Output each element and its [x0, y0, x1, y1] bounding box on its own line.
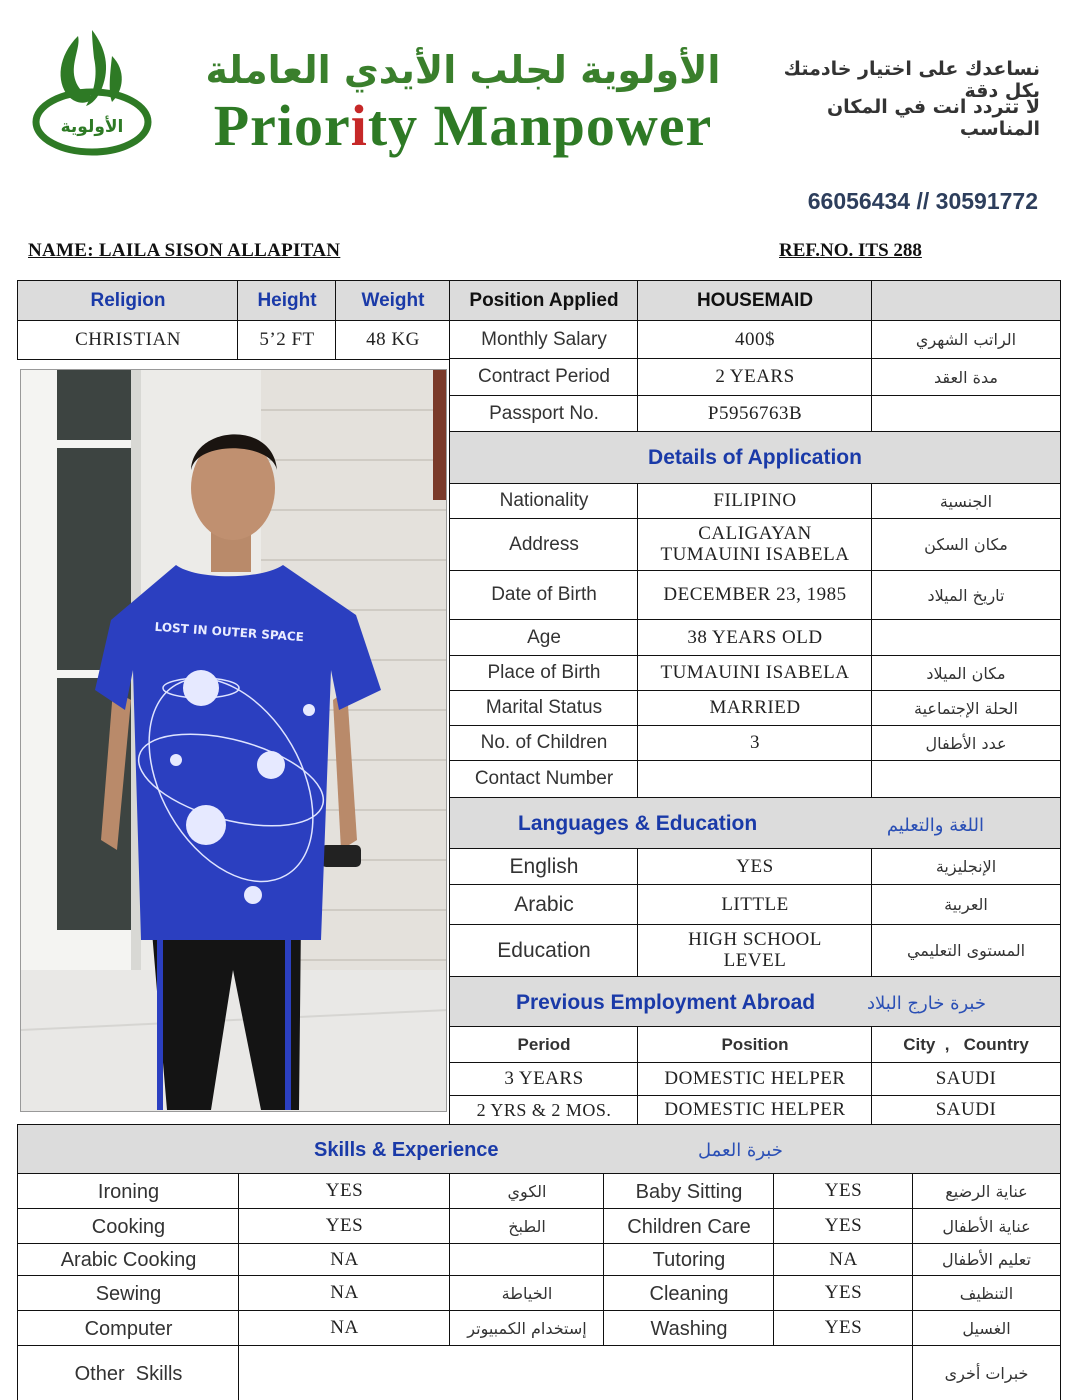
reference-number: REF.NO. ITS 288	[779, 240, 922, 261]
skill-ironing-label: Ironing	[17, 1173, 240, 1210]
employment-section-header	[449, 976, 1061, 1028]
dob-label: Date of Birth	[449, 570, 639, 621]
skill-cleaning-label: Cleaning	[603, 1275, 775, 1312]
company-name-part1: Prior	[213, 93, 351, 158]
english-value: YES	[637, 848, 873, 886]
employment-section-title-arabic: خبرة خارج البلاد	[867, 993, 986, 1014]
skills-section-title: Skills & Experience	[314, 1139, 499, 1161]
details-section-title: Details of Application	[449, 431, 1061, 485]
languages-section-title-arabic: اللغة والتعليم	[886, 815, 984, 836]
position-applied-blank	[871, 280, 1061, 322]
skill-cooking-arabic: الطبخ	[449, 1208, 605, 1245]
contract-period-arabic: مدة العقد	[871, 358, 1061, 397]
skill-tutoring-arabic: تعليم الأطفال	[912, 1243, 1061, 1277]
other-skills-arabic: خبرات أخرى	[912, 1345, 1061, 1400]
contact-number-arabic	[871, 760, 1061, 799]
contact-number-label: Contact Number	[449, 760, 639, 799]
languages-section-title: Languages & Education	[518, 812, 758, 835]
height-value: 5’2 FT	[237, 320, 337, 360]
employment-row-2-position: DOMESTIC HELPER	[637, 1095, 873, 1126]
employment-row-2-period: 2 YRS & 2 MOS.	[449, 1095, 639, 1126]
english-arabic: الإنجليزية	[871, 848, 1061, 886]
english-label: English	[449, 848, 639, 886]
marital-status-label: Marital Status	[449, 690, 639, 727]
employment-row-1-country: SAUDI	[871, 1062, 1061, 1097]
contract-period-label: Contract Period	[449, 358, 639, 397]
skill-cleaning-value: YES	[773, 1275, 914, 1312]
company-name-arabic: الأولوية لجلب الأيدي العاملة	[205, 48, 721, 92]
weight-header: Weight	[335, 280, 451, 322]
employment-row-1-period: 3 YEARS	[449, 1062, 639, 1097]
skill-computer-value: NA	[238, 1310, 451, 1347]
applicant-name: NAME: LAILA SISON ALLAPITAN	[28, 240, 341, 261]
education-value: HIGH SCHOOL LEVEL	[637, 924, 873, 978]
skills-section-title-arabic: خبرة العمل	[698, 1140, 783, 1161]
skill-arabic-cooking-arabic	[449, 1243, 605, 1277]
skill-ironing-arabic: الكوي	[449, 1173, 605, 1210]
company-name-part2: ty Manpower	[367, 93, 713, 158]
birthplace-value: TUMAUINI ISABELA	[637, 655, 873, 692]
age-arabic	[871, 619, 1061, 657]
skill-washing-arabic: الغسيل	[912, 1310, 1061, 1347]
skill-sewing-value: NA	[238, 1275, 451, 1312]
skill-computer-label: Computer	[17, 1310, 240, 1347]
passport-arabic	[871, 395, 1061, 433]
height-header: Height	[237, 280, 337, 322]
address-value: CALIGAYAN TUMAUINI ISABELA	[637, 518, 873, 572]
skill-sewing-arabic: الخياطة	[449, 1275, 605, 1312]
address-arabic: مكان السكن	[871, 518, 1061, 572]
address-label: Address	[449, 518, 639, 572]
skill-washing-value: YES	[773, 1310, 914, 1347]
languages-section-header	[449, 797, 1061, 850]
skill-baby-sitting-value: YES	[773, 1173, 914, 1210]
nationality-arabic: الجنسية	[871, 483, 1061, 520]
children-value: 3	[637, 725, 873, 762]
arabic-language-arabic: العربية	[871, 884, 1061, 926]
employment-col-country: City , Country	[871, 1026, 1061, 1064]
children-label: No. of Children	[449, 725, 639, 762]
passport-label: Passport No.	[449, 395, 639, 433]
skill-baby-sitting-arabic: عناية الرضيع	[912, 1173, 1061, 1210]
skill-cooking-label: Cooking	[17, 1208, 240, 1245]
skill-tutoring-label: Tutoring	[603, 1243, 775, 1277]
marital-status-arabic: الحلة الإجتماعية	[871, 690, 1061, 727]
employment-col-period: Period	[449, 1026, 639, 1064]
children-arabic: عدد الأطفال	[871, 725, 1061, 762]
birthplace-label: Place of Birth	[449, 655, 639, 692]
age-value: 38 YEARS OLD	[637, 619, 873, 657]
passport-value: P5956763B	[637, 395, 873, 433]
marital-status-value: MARRIED	[637, 690, 873, 727]
skill-children-care-arabic: عناية الأطفال	[912, 1208, 1061, 1245]
age-label: Age	[449, 619, 639, 657]
company-name-english	[178, 92, 748, 159]
skill-children-care-value: YES	[773, 1208, 914, 1245]
applicant-photo	[20, 369, 447, 1112]
skill-sewing-label: Sewing	[17, 1275, 240, 1312]
religion-value: CHRISTIAN	[17, 320, 239, 360]
skill-children-care-label: Children Care	[603, 1208, 775, 1245]
monthly-salary-label: Monthly Salary	[449, 320, 639, 360]
phone-numbers: 66056434 // 30591772	[807, 188, 1038, 214]
employment-section-title: Previous Employment Abroad	[516, 991, 816, 1014]
skill-washing-label: Washing	[603, 1310, 775, 1347]
skill-ironing-value: YES	[238, 1173, 451, 1210]
arabic-label: Arabic	[449, 884, 639, 926]
birthplace-arabic: مكان الميلاد	[871, 655, 1061, 692]
skill-computer-arabic: إستخدام الكمبيوتر	[449, 1310, 605, 1347]
slogan-line-2: لا تتردد انت في المكان المناسب	[826, 96, 1040, 140]
position-applied-header: Position Applied	[449, 280, 639, 322]
slogan-line-1: نساعدك على اختيار خادمتك بكل دقة	[783, 58, 1040, 102]
monthly-salary-arabic: الراتب الشهري	[871, 320, 1061, 360]
dob-arabic: تاريخ الميلاد	[871, 570, 1061, 621]
arabic-value: LITTLE	[637, 884, 873, 926]
skill-arabic-cooking-value: NA	[238, 1243, 451, 1277]
monthly-salary-value: 400$	[637, 320, 873, 360]
contract-period-value: 2 YEARS	[637, 358, 873, 397]
religion-header: Religion	[17, 280, 239, 322]
other-skills-label: Other Skills	[17, 1345, 240, 1400]
employment-col-position: Position	[637, 1026, 873, 1064]
skill-tutoring-value: NA	[773, 1243, 914, 1277]
dob-value: DECEMBER 23, 1985	[637, 570, 873, 621]
skills-section-header	[17, 1124, 1061, 1175]
skill-arabic-cooking-label: Arabic Cooking	[17, 1243, 240, 1277]
position-applied-value: HOUSEMAID	[637, 280, 873, 322]
other-skills-value	[238, 1345, 914, 1400]
education-arabic: المستوى التعليمي	[871, 924, 1061, 978]
employment-row-1-position: DOMESTIC HELPER	[637, 1062, 873, 1097]
skill-cooking-value: YES	[238, 1208, 451, 1245]
company-emblem	[28, 26, 156, 158]
company-name-i: i	[350, 93, 368, 158]
employment-row-2-country: SAUDI	[871, 1095, 1061, 1126]
education-label: Education	[449, 924, 639, 978]
nationality-label: Nationality	[449, 483, 639, 520]
shirt-print-text: LOST IN OUTER SPACE	[154, 619, 305, 645]
emblem-text: الأولوية	[60, 117, 124, 137]
skill-baby-sitting-label: Baby Sitting	[603, 1173, 775, 1210]
nationality-value: FILIPINO	[637, 483, 873, 520]
contact-number-value	[637, 760, 873, 799]
weight-value: 48 KG	[335, 320, 451, 360]
skill-cleaning-arabic: التنظيف	[912, 1275, 1061, 1312]
